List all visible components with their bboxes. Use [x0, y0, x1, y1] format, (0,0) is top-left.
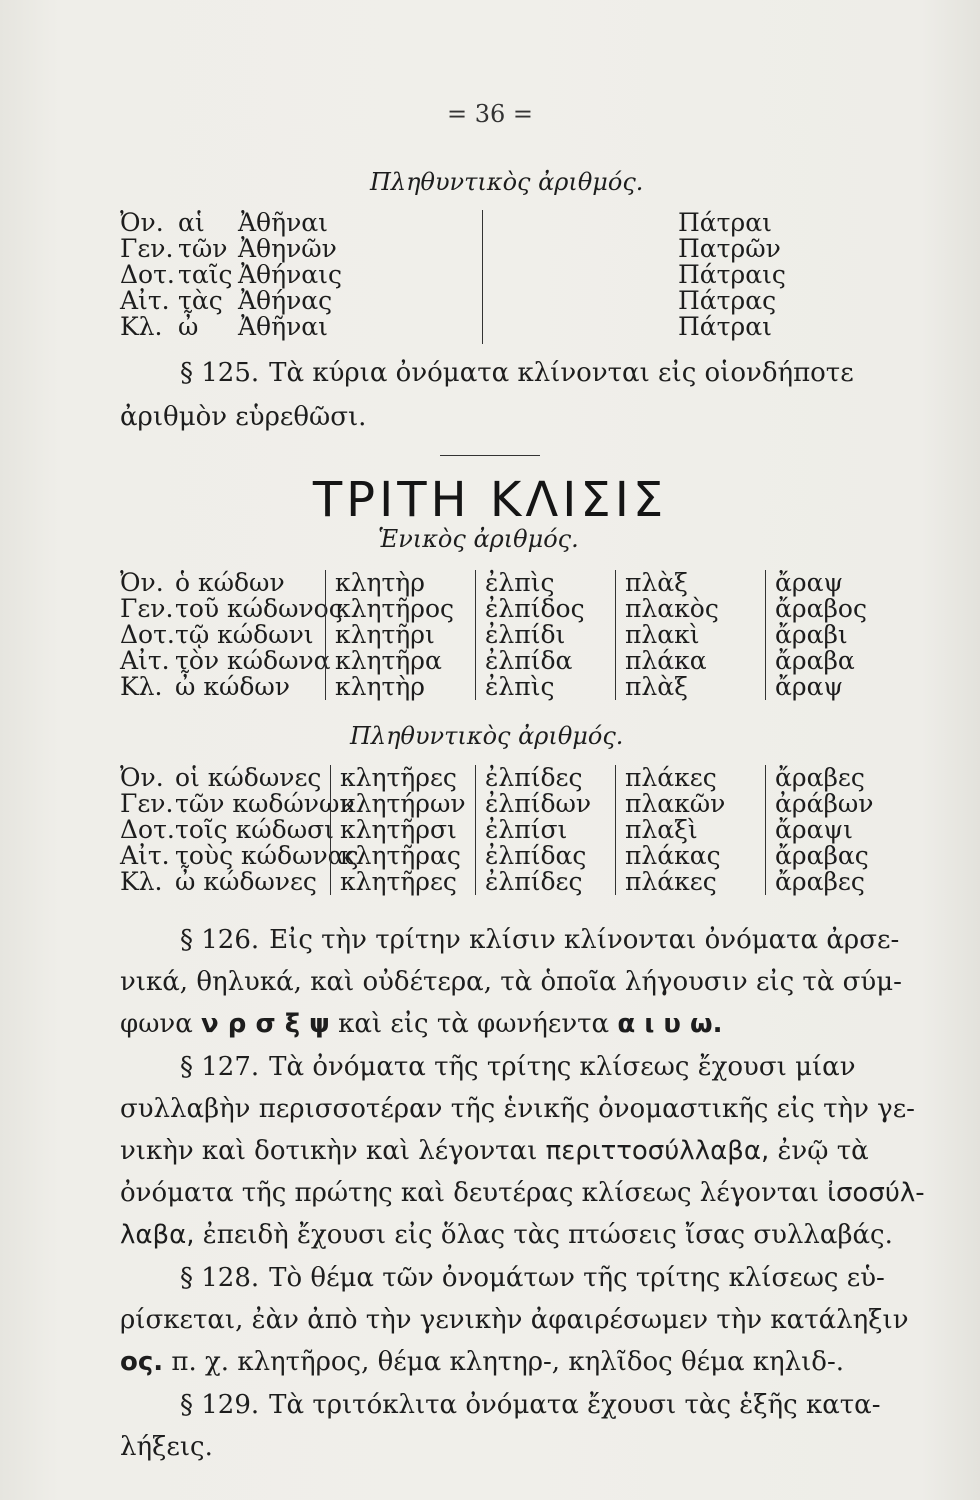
table-divider — [765, 765, 766, 895]
paragraph-text: νικὴν καὶ δοτικὴν καὶ λέγονται — [120, 1136, 538, 1166]
table-cell: Κλ. — [120, 867, 163, 896]
plural-number-heading-2: Πληθυντικὸς ἀριθμός. — [350, 722, 624, 750]
table-cell: ἄραβος — [775, 594, 867, 623]
table-cell: ἄραβας — [775, 841, 869, 870]
paragraph-text: καὶ εἰς τὰ φωνήεντα — [338, 1009, 610, 1039]
section-number: § 126. — [180, 925, 260, 955]
paragraph-text: φωνα — [120, 1009, 193, 1039]
paragraph-text: Εἰς τὴν τρίτην κλίσιν κλίνονται ὀνόματα ἀρσε- — [269, 925, 900, 955]
paragraph-text: Τὰ κύρια ὀνόματα κλίνονται εἰς οἱονδήποτε — [269, 358, 854, 388]
table-cell: ὦ κώδων — [175, 672, 290, 701]
table-cell: Ὀν. — [120, 208, 164, 237]
table-row — [120, 210, 828, 236]
table-divider — [330, 765, 331, 895]
table-cell: ἄραβες — [775, 867, 865, 896]
table-cell: πλὰξ — [625, 672, 688, 701]
table-cell: ἄραψ — [775, 568, 844, 597]
table-row — [120, 674, 915, 700]
table-cell: κλητῆρσι — [340, 815, 457, 844]
table-cell: ἐλπὶς — [485, 568, 555, 597]
table-cell: ταῖς — [178, 260, 233, 289]
table-cell: ἐλπίδος — [485, 594, 585, 623]
table-cell: πλάκας — [625, 841, 721, 870]
table-cell: ἐλπίδας — [485, 841, 587, 870]
table-cell: ἐλπίδων — [485, 789, 592, 818]
table-cell: κλητῆρος — [335, 594, 455, 623]
term-perittosyllaba: περιττοσύλλαβα, — [545, 1136, 770, 1166]
table-cell: Δοτ. — [120, 815, 175, 844]
table-row — [120, 570, 915, 596]
table-cell: Αἰτ. — [120, 646, 170, 675]
table-row — [120, 791, 915, 817]
paragraph-text: Τὰ ὀνόματα τῆς τρίτης κλίσεως ἔχουσι μίαν — [269, 1052, 856, 1082]
table-row — [120, 262, 828, 288]
paragraph-text: Τὸ θέμα τῶν ὀνομάτων τῆς τρίτης κλίσεως εὑ- — [269, 1263, 885, 1293]
table-cell: κλητῆρας — [340, 841, 461, 870]
table-cell: τῶν κωδώνων — [175, 789, 355, 818]
table-cell: ἄραψι — [775, 815, 853, 844]
table-cell: κλητήρων — [340, 789, 466, 818]
paragraph-127-line-4 — [120, 1178, 925, 1208]
table-cell: ἐλπίδες — [485, 763, 583, 792]
table-cell: ὦ — [178, 312, 199, 341]
paragraph-129-line-2: λήξεις. — [120, 1432, 213, 1462]
section-number: § 129. — [180, 1390, 260, 1420]
table-divider — [475, 765, 476, 895]
table-row — [120, 314, 828, 340]
table-cell: Κλ. — [120, 312, 163, 341]
consonant-letters: ν ρ σ ξ ψ — [201, 1009, 330, 1039]
table-cell: Πάτραι — [678, 312, 772, 341]
paragraph-text: Τὰ τριτόκλιτα ὀνόματα ἔχουσι τὰς ἑξῆς κατα- — [269, 1390, 881, 1420]
table-cell: Ἀθῆναι — [238, 208, 328, 237]
table-cell: Ἀθήναις — [238, 260, 342, 289]
table-cell: τοῖς κώδωσι — [175, 815, 334, 844]
table-cell: Αἰτ. — [120, 841, 170, 870]
table-cell: Πάτραι — [678, 208, 772, 237]
term-isosyllaba: ἰσοσύλ- — [827, 1178, 925, 1208]
paragraph-text: ὀνόματα τῆς πρώτης καὶ δευτέρας κλίσεως λέγονται — [120, 1178, 819, 1208]
table-cell: πλακῶν — [625, 789, 726, 818]
table-cell: ἐλπίδες — [485, 867, 583, 896]
page-number: = 36 = — [446, 100, 533, 128]
table-cell: ἐλπίσι — [485, 815, 568, 844]
table-cell: Ὀν. — [120, 763, 164, 792]
paragraph-126-line-3 — [120, 1009, 723, 1039]
section-number: § 127. — [180, 1052, 260, 1082]
table-cell: κλητῆρες — [340, 867, 457, 896]
paragraph-125-line-1 — [180, 358, 854, 388]
table-cell: ὁ κώδων — [175, 568, 285, 597]
table-cell: τὰς — [178, 286, 223, 315]
paragraph-text: π. χ. κλητῆρος, θέμα κλητηρ-, κηλῖδος θέμα κηλιδ-. — [171, 1347, 845, 1377]
ending-os: ος. — [120, 1347, 164, 1377]
section-number: § 128. — [180, 1263, 260, 1293]
table-cell: τὸν κώδωνα — [175, 646, 331, 675]
table-row — [120, 596, 915, 622]
table-cell: τῷ κώδωνι — [175, 620, 314, 649]
paragraph-128-line-3 — [120, 1347, 844, 1377]
paragraph-127-line-3 — [120, 1136, 869, 1166]
table-divider — [765, 570, 766, 700]
declension-table-athenai-patrai — [120, 210, 828, 340]
paragraph-128-line-2: ρίσκεται, ἐὰν ἀπὸ τὴν γενικὴν ἀφαιρέσωμεν τὴν κατάληξιν — [120, 1305, 909, 1335]
table-row — [120, 843, 915, 869]
table-row — [120, 622, 915, 648]
table-cell: Πάτραις — [678, 260, 786, 289]
table-divider — [475, 570, 476, 700]
table-cell: πλάκες — [625, 763, 717, 792]
table-cell: τοὺς κώδωνας — [175, 841, 359, 870]
table-divider — [482, 210, 483, 344]
table-cell: Γεν. — [120, 594, 174, 623]
table-cell: ἐλπίδα — [485, 646, 573, 675]
table-cell: ἐλπὶς — [485, 672, 555, 701]
paragraph-text: ἐνῷ τὰ — [777, 1136, 869, 1166]
section-number: § 125. — [180, 358, 260, 388]
declension-table-plural — [120, 765, 915, 895]
table-divider — [325, 570, 326, 700]
table-cell: κλητῆρα — [335, 646, 442, 675]
table-cell: ἄραψ — [775, 672, 844, 701]
table-cell: Αἰτ. — [120, 286, 170, 315]
table-cell: πλακὶ — [625, 620, 700, 649]
table-cell: Κλ. — [120, 672, 163, 701]
table-row — [120, 288, 828, 314]
table-cell: αἱ — [178, 208, 205, 237]
table-cell: πλὰξ — [625, 568, 688, 597]
table-cell: πλαξὶ — [625, 815, 698, 844]
table-cell: κλητῆρι — [335, 620, 435, 649]
table-cell: Ἀθῆναι — [238, 312, 328, 341]
vowel-letters: α ι υ ω. — [617, 1009, 723, 1039]
table-cell: Δοτ. — [120, 620, 175, 649]
table-cell: ἄραβα — [775, 646, 855, 675]
table-cell: κλητὴρ — [335, 568, 425, 597]
paragraph-126-line-1 — [180, 925, 899, 955]
table-row — [120, 236, 828, 262]
paragraph-129-line-1 — [180, 1390, 880, 1420]
table-cell: ὦ κώδωνες — [175, 867, 317, 896]
table-cell: πλακὸς — [625, 594, 719, 623]
table-row — [120, 648, 915, 674]
declension-table-singular — [120, 570, 915, 700]
table-cell: Δοτ. — [120, 260, 175, 289]
section-rule — [440, 455, 540, 456]
table-cell: Πάτρας — [678, 286, 777, 315]
table-cell: κλητῆρες — [340, 763, 457, 792]
table-row — [120, 765, 915, 791]
singular-number-heading: Ἑνικὸς ἀριθμός. — [378, 525, 579, 553]
table-row — [120, 869, 915, 895]
table-cell: ἄραβι — [775, 620, 848, 649]
table-cell: τῶν — [178, 234, 228, 263]
table-row — [120, 817, 915, 843]
table-cell: Γεν. — [120, 789, 174, 818]
paragraph-127-line-1 — [180, 1052, 856, 1082]
chapter-title: ΤΡΙΤΗ ΚΛΙΣΙΣ — [312, 472, 668, 528]
table-cell: Γεν. — [120, 234, 174, 263]
paragraph-126-line-2: νικά, θηλυκά, καὶ οὐδέτερα, τὰ ὁποῖα λήγουσιν εἰς τὰ σύμ- — [120, 967, 902, 997]
table-divider — [615, 570, 616, 700]
table-cell: οἱ κώδωνες — [175, 763, 322, 792]
table-cell: τοῦ κώδωνος — [175, 594, 343, 623]
table-cell: Ἀθηνῶν — [238, 234, 337, 263]
paragraph-127-line-5 — [120, 1220, 893, 1250]
table-divider — [615, 765, 616, 895]
paragraph-125-line-2: ἀριθμὸν εὑρεθῶσι. — [120, 402, 367, 432]
term-isosyllaba-end: λαβα, — [120, 1220, 195, 1250]
table-cell: ἀράβων — [775, 789, 874, 818]
paragraph-128-line-1 — [180, 1263, 885, 1293]
plural-number-heading: Πληθυντικὸς ἀριθμός. — [370, 168, 644, 196]
paragraph-text: ἐπειδὴ ἔχουσι εἰς ὅλας τὰς πτώσεις ἴσας συλλαβάς. — [202, 1220, 893, 1250]
table-cell: Ὀν. — [120, 568, 164, 597]
table-cell: ἄραβες — [775, 763, 865, 792]
table-cell: πλάκες — [625, 867, 717, 896]
table-cell: πλάκα — [625, 646, 707, 675]
table-cell: κλητὴρ — [335, 672, 425, 701]
table-cell: Πατρῶν — [678, 234, 781, 263]
table-cell: Ἀθήνας — [238, 286, 333, 315]
paragraph-127-line-2: συλλαβὴν περισσοτέραν τῆς ἑνικῆς ὀνομαστικῆς εἰς τὴν γε- — [120, 1094, 915, 1124]
table-cell: ἐλπίδι — [485, 620, 566, 649]
